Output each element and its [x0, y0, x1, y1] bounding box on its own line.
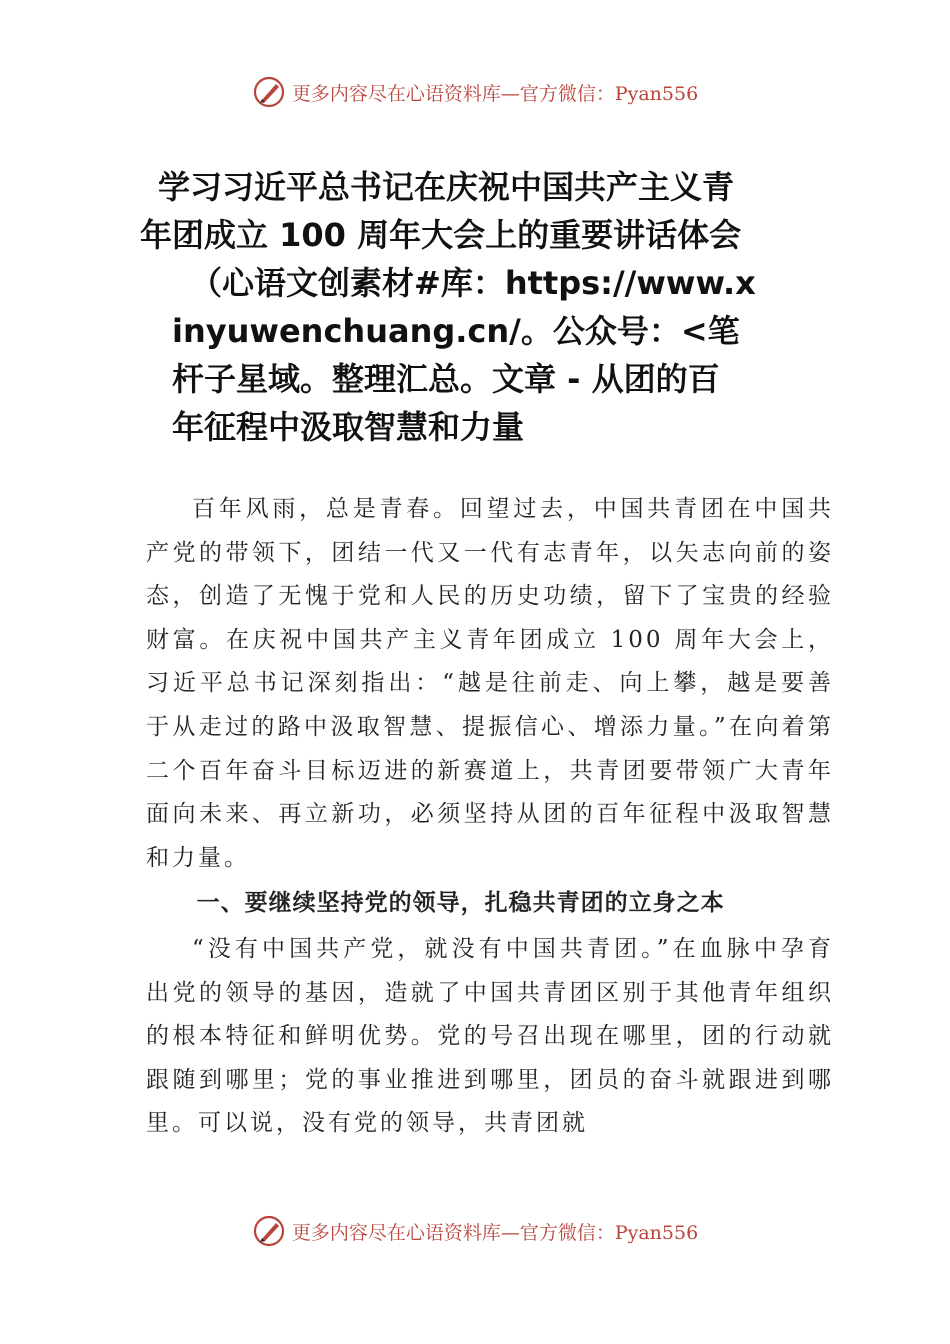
paragraph-intro: 百年风雨，总是青春。回望过去，中国共青团在中国共产党的带领下，团结一代又一代有志青年，以矢志向前的姿态，创造了无愧于党和人民的历史功绩，留下了宝贵的经验财富。在庆祝中国共产主义青年团成立 100 周年大会上，习近平总书记深刻指出：“越是往前走、向上攀，越是要善于从走过的路中汲取智慧、提振信心、增添力量。”在向着第二个百年奋斗目标迈进的新赛道上，共青团要带领广大青年面向未来、再立新功，必须坚持从团的百年征程中汲取智慧和力量。 [146, 496, 834, 871]
header-text: 更多内容尽在心语资料库—官方微信：Pyan556 [291, 82, 699, 105]
section-heading: 一、要继续坚持党的领导，扎稳共青团的立身之本 [196, 890, 725, 917]
pen-logo-icon [252, 75, 286, 109]
title-line: 杆子星域。整理汇总。文章 - 从团的百 [172, 360, 720, 398]
title-line: 年团成立 100 周年大会上的重要讲话体会 [140, 216, 742, 254]
paragraph-section-1: “没有中国共产党，就没有中国共青团。”在血脉中孕育出党的领导的基因，造就了中国共青团区别于其他青年组织的根本特征和鲜明优势。党的号召出现在哪里，团的行动就跟随到哪里；党的事业推进到哪里，团员的奋斗就跟进到哪里。可以说，没有党的领导，共青团就 [146, 935, 834, 1137]
pen-logo-icon [252, 1214, 286, 1248]
document-body [146, 488, 834, 1146]
footer-text: 更多内容尽在心语资料库—官方微信：Pyan556 [291, 1221, 699, 1244]
title-line: （心语文创素材#库：https://www.x [190, 264, 756, 302]
title-line: 年征程中汲取智慧和力量 [172, 408, 525, 446]
title-line: inyuwenchuang.cn/。公众号：<笔 [172, 312, 740, 350]
title-line: 学习习近平总书记在庆祝中国共产主义青 [158, 168, 735, 206]
document-title [140, 163, 810, 451]
footer-banner [0, 1211, 950, 1251]
header-banner [0, 72, 950, 112]
